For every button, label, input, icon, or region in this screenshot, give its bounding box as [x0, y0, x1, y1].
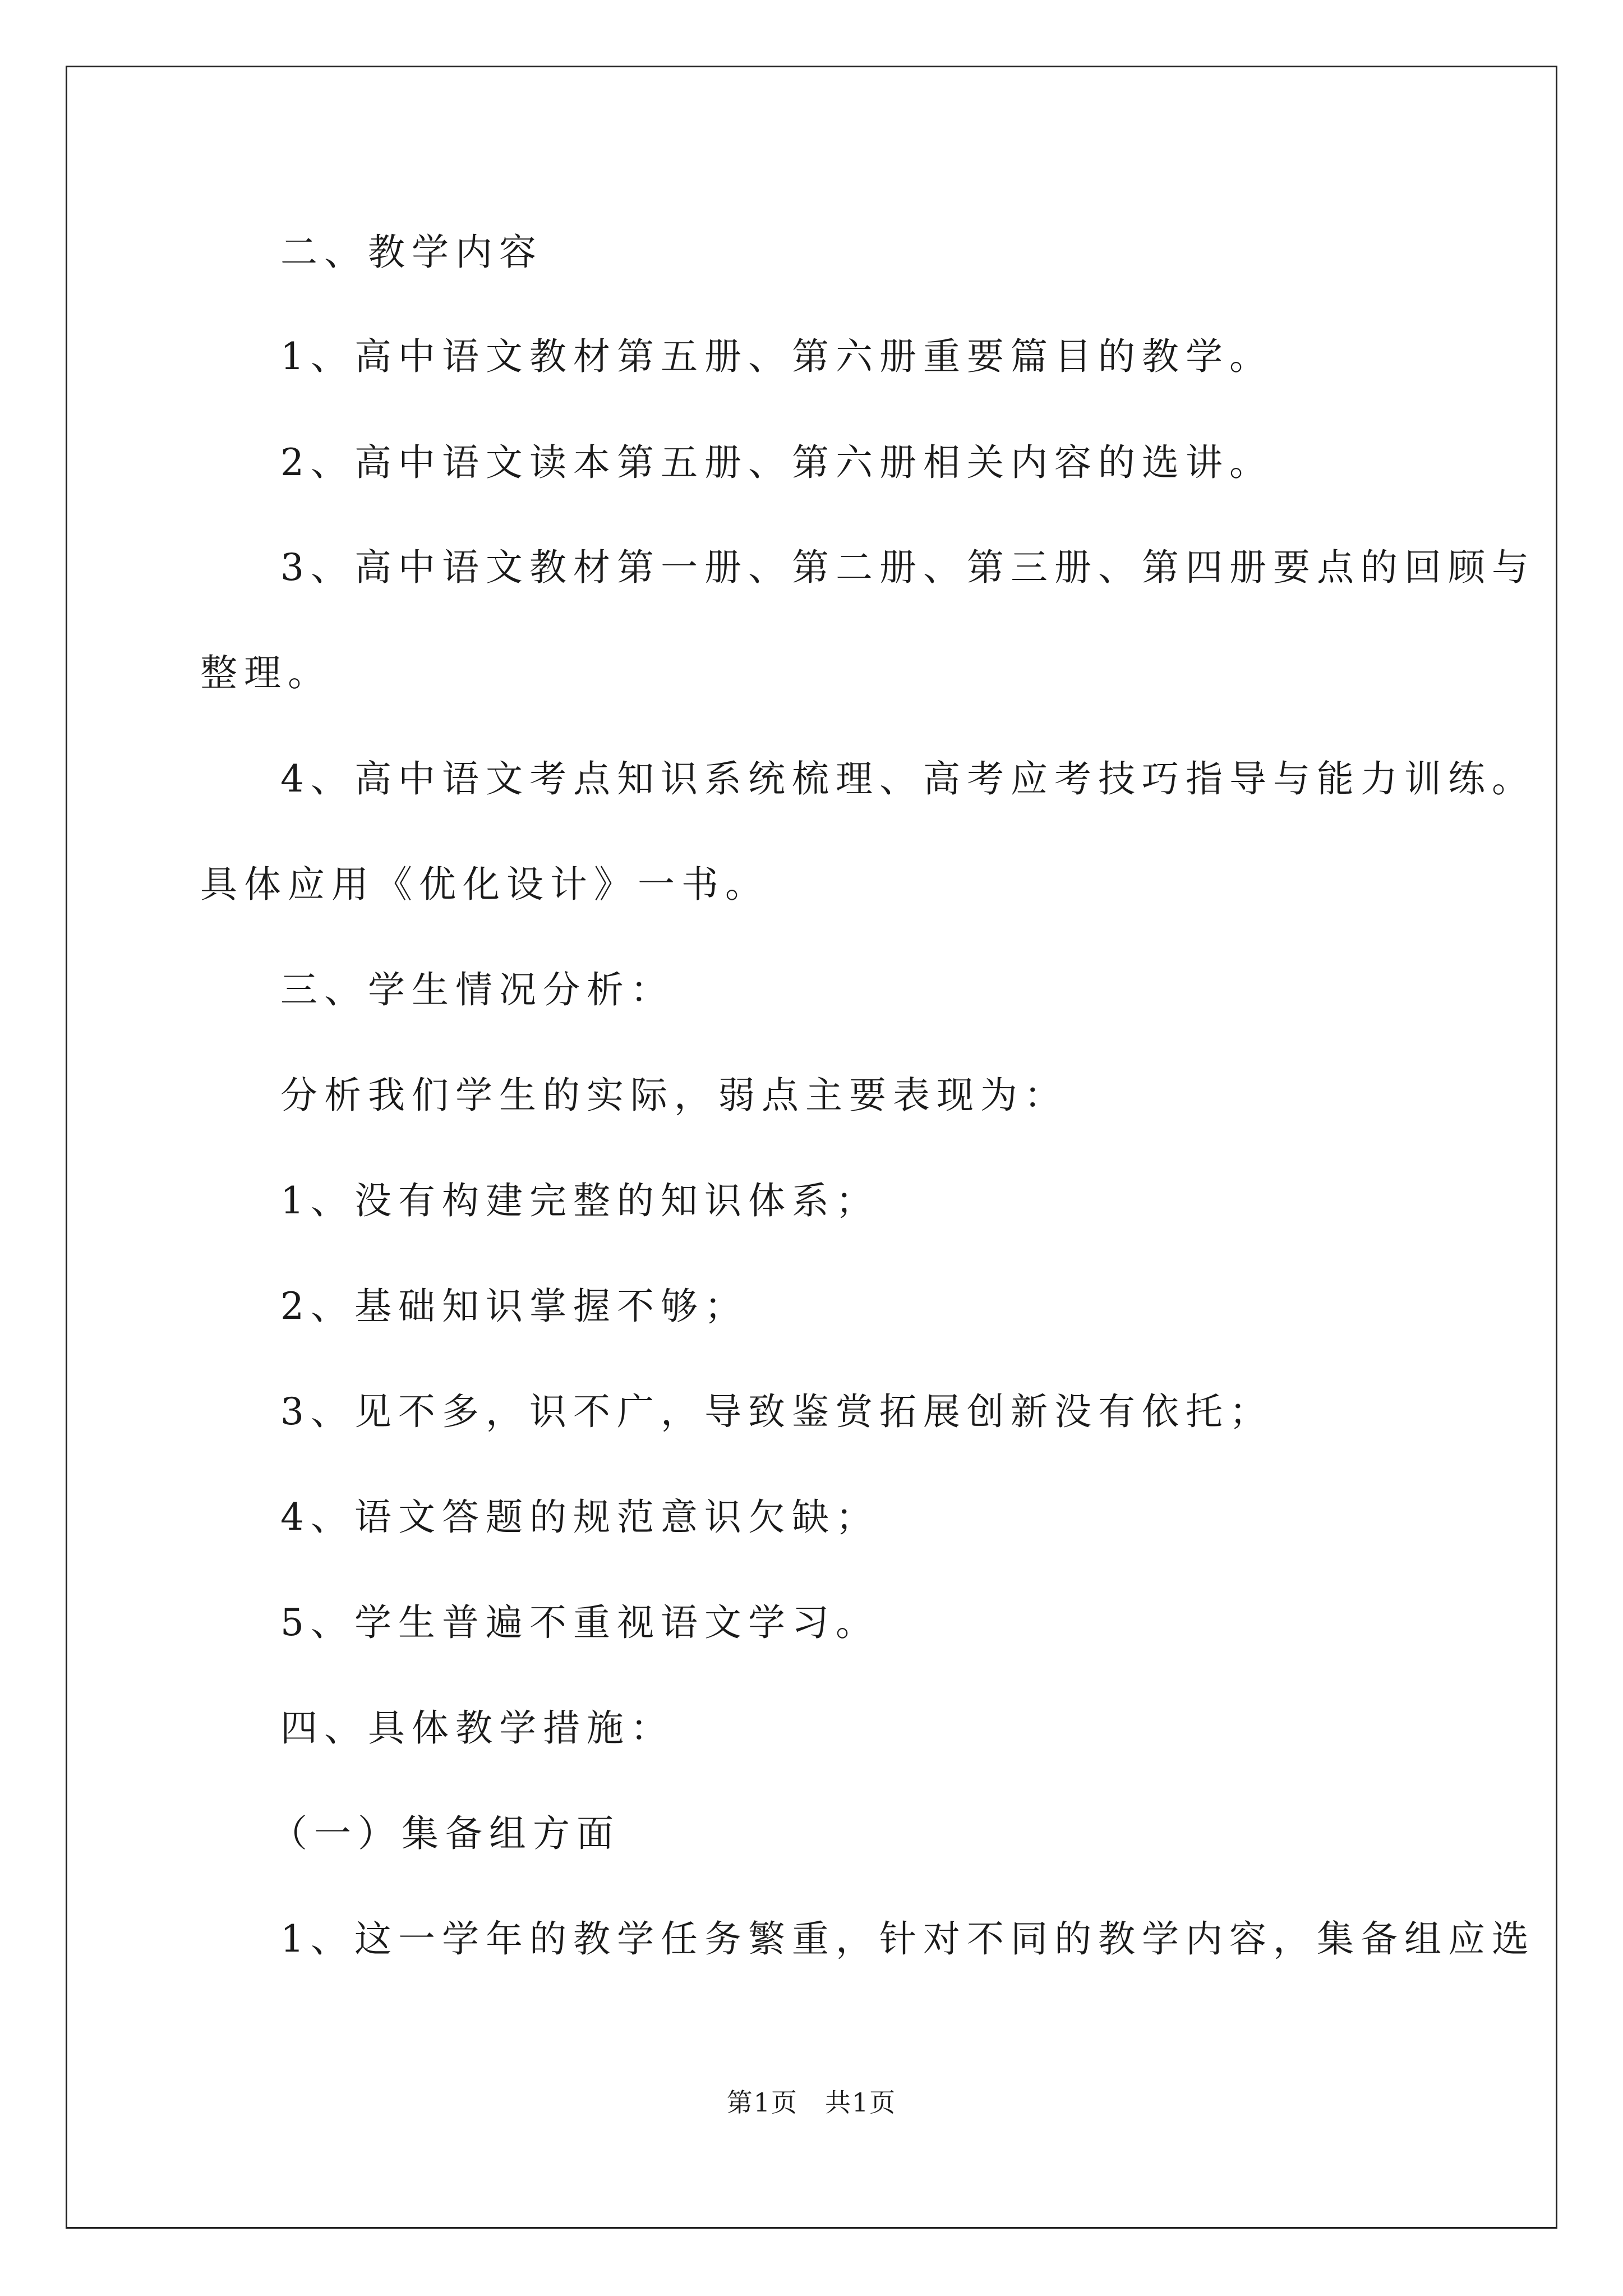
paragraph-line: 整理。: [200, 651, 331, 694]
paragraph-line: 1、没有构建完整的知识体系；: [280, 1179, 879, 1222]
paragraph-line: 3、高中语文教材第一册、第二册、第三册、第四册要点的回顾与: [280, 546, 1536, 589]
heading-teaching-content: 二、教学内容: [280, 231, 543, 274]
paragraph-line: 1、这一学年的教学任务繁重，针对不同的教学内容，集备组应选: [280, 1917, 1536, 1961]
heading-teaching-measures: 四、具体教学措施：: [280, 1706, 674, 1750]
paragraph-line: 5、学生普遍不重视语文学习。: [280, 1601, 879, 1644]
heading-student-analysis: 三、学生情况分析：: [280, 968, 674, 1011]
page-border: [66, 66, 1557, 2229]
paragraph-line: 2、基础知识掌握不够；: [280, 1285, 748, 1328]
page-number-footer: 第1页 共1页: [726, 2087, 897, 2118]
paragraph-line: 1、高中语文教材第五册、第六册重要篇目的教学。: [280, 335, 1273, 378]
subheading-lesson-group: （一）集备组方面: [270, 1812, 620, 1855]
paragraph-line: 4、语文答题的规范意识欠缺；: [280, 1496, 879, 1539]
paragraph-line: 分析我们学生的实际，弱点主要表现为：: [280, 1074, 1068, 1117]
paragraph-line: 4、高中语文考点知识系统梳理、高考应考技巧指导与能力训练。: [280, 757, 1536, 800]
paragraph-line: 3、见不多，识不广，导致鉴赏拓展创新没有依托；: [280, 1390, 1273, 1433]
paragraph-line: 具体应用《优化设计》一书。: [200, 863, 769, 906]
paragraph-line: 2、高中语文读本第五册、第六册相关内容的选讲。: [280, 441, 1273, 484]
